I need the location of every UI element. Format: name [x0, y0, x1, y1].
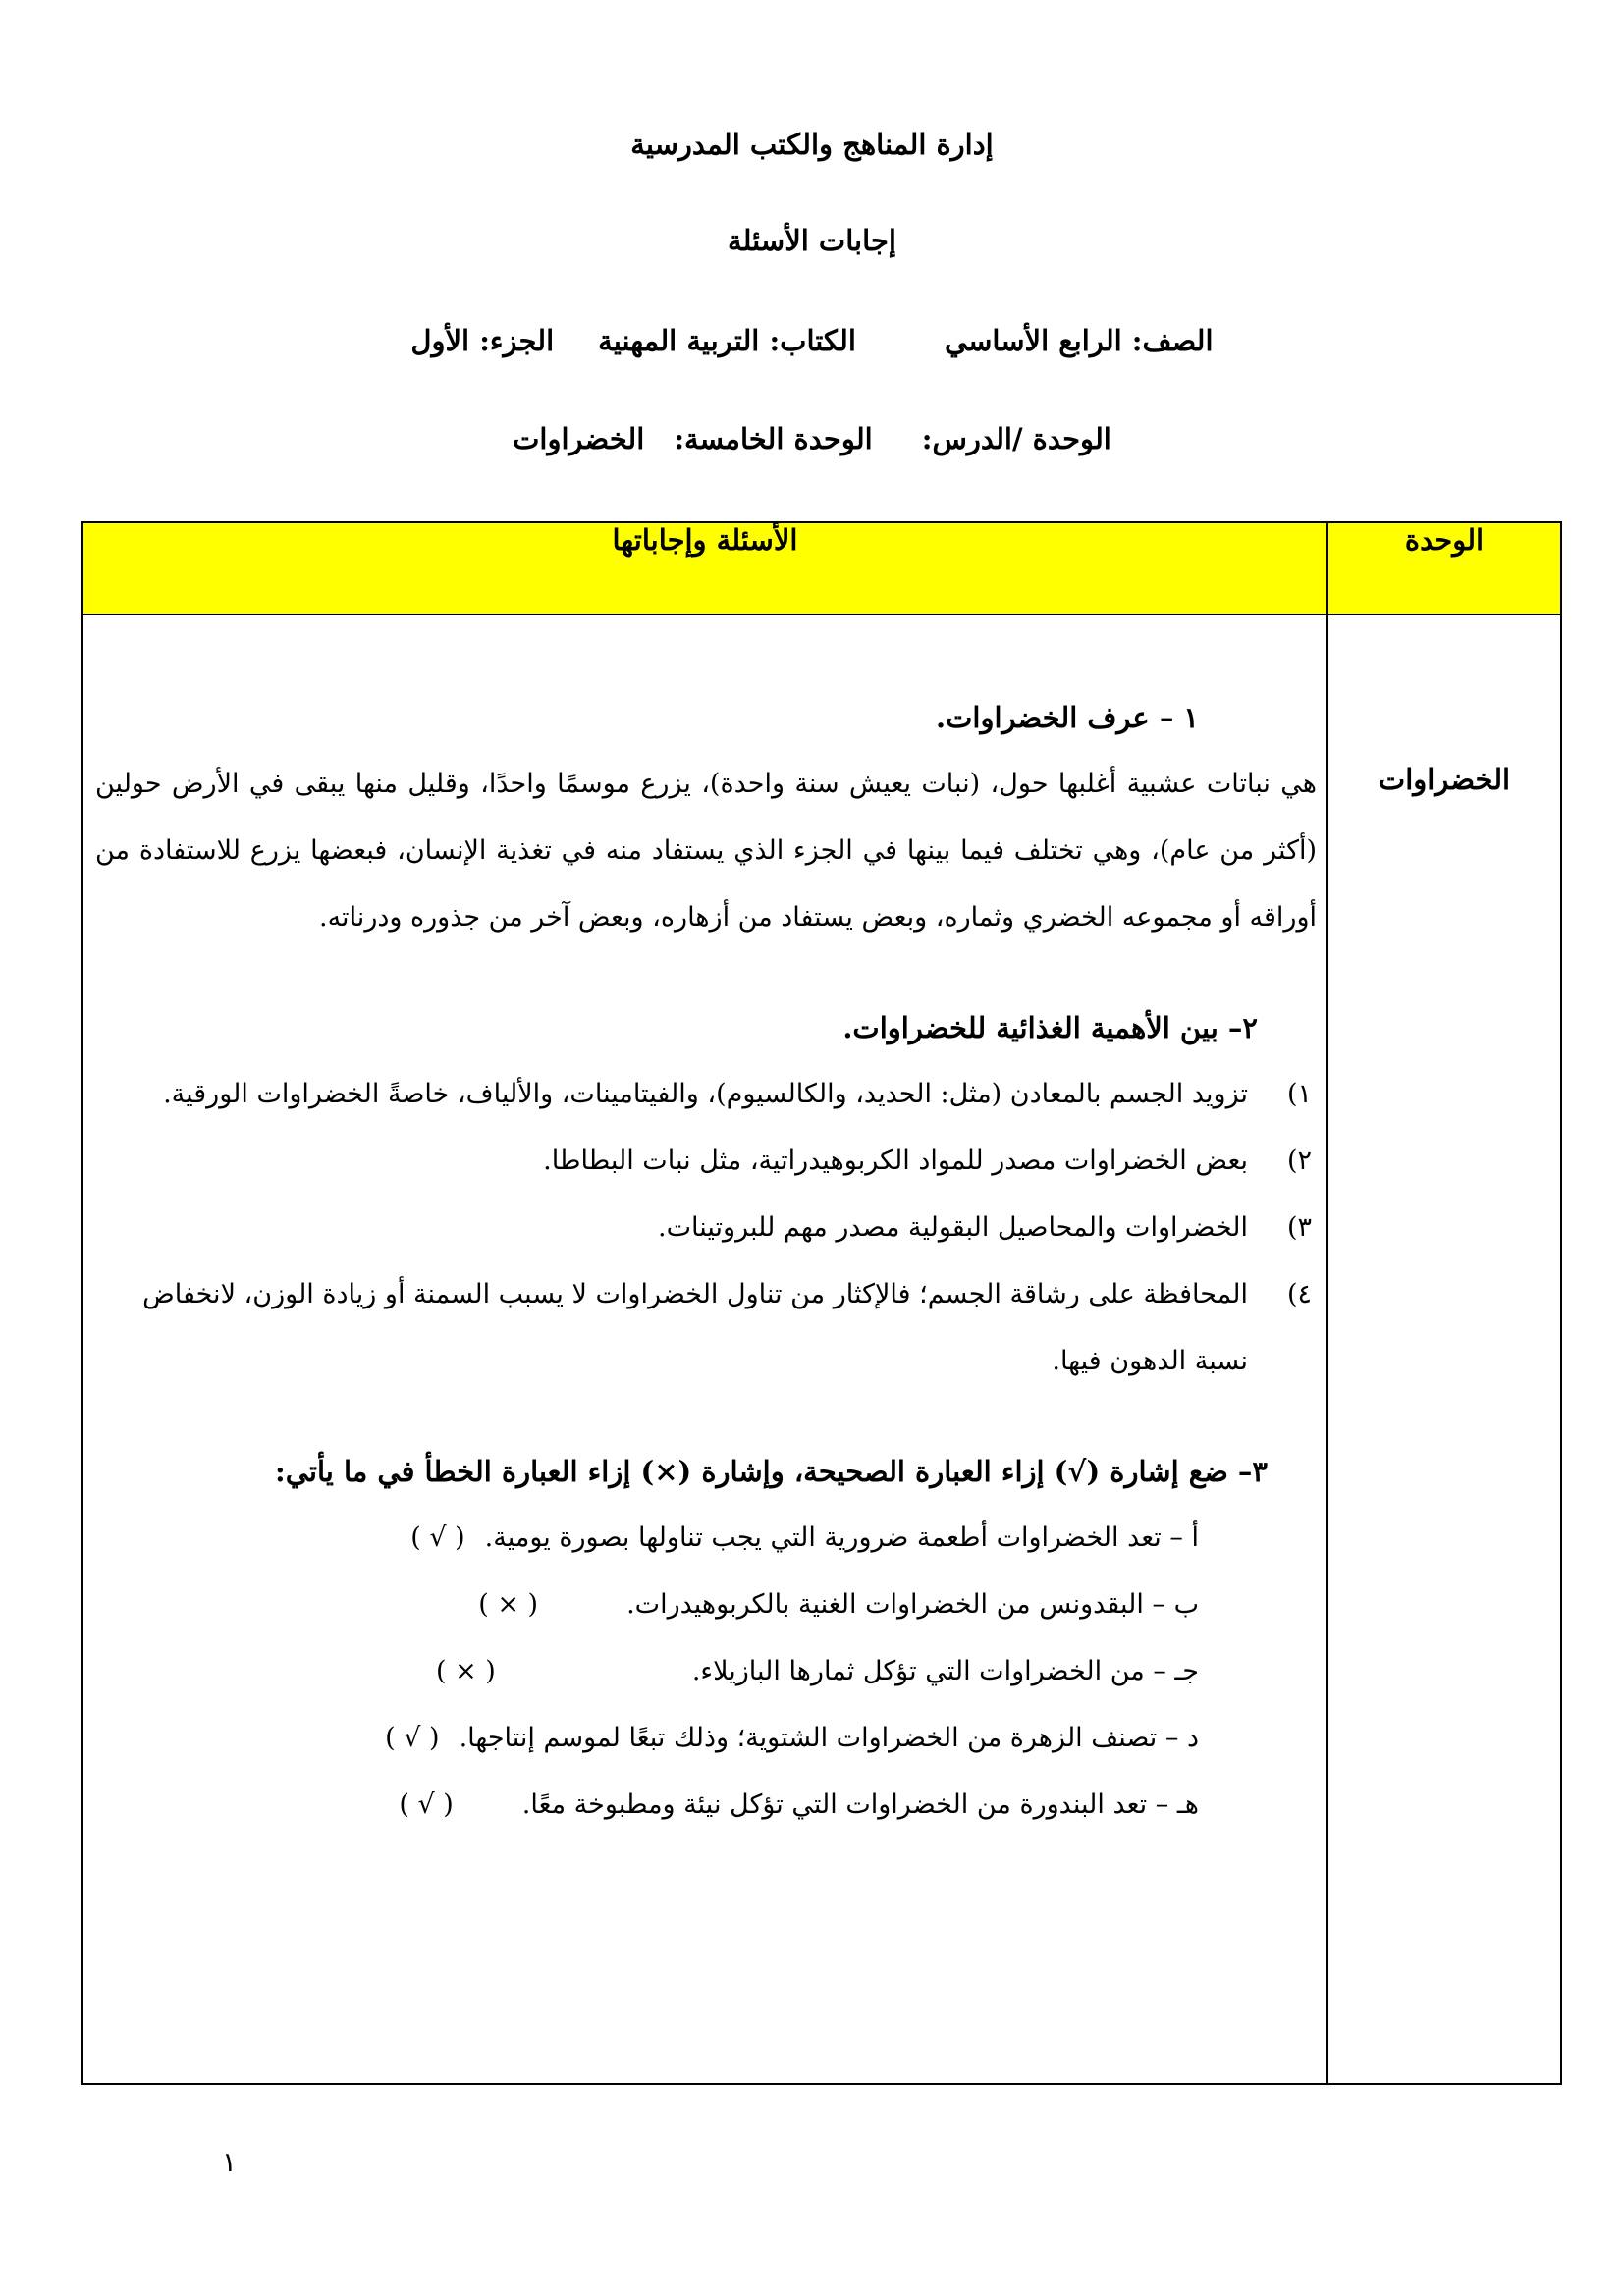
- unit-lesson-info: [0, 422, 1624, 455]
- document-title: إجابات الأسئلة: [728, 224, 896, 257]
- course-info: [0, 324, 1624, 357]
- qa-table: [81, 521, 1562, 2085]
- part-label: الجزء: الأول: [410, 324, 555, 357]
- qa-cell: [82, 614, 1327, 2084]
- question-3-title: ٣– ضع إشارة (√) إزاء العبارة الصحيحة، وإشارة (×) إزاء العبارة الخطأ في ما يأتي:: [275, 1455, 1268, 1488]
- answer-mark: ( × ): [435, 1656, 496, 1686]
- table-header-row: [82, 522, 1561, 614]
- unit-cell: الخضراوات: [1327, 614, 1561, 2084]
- question-1-answer: هي نباتات عشبية أغلبها حول، (نبات يعيش سنة واحدة)، يزرع موسمًا واحدًا، وقليل منها يبقى في الأرض حولين (أكثر من عام)، وهي تختلف فيما بينها في الجزء الذي يستفاد منه في تغذية الإنسان، فبعضها يزرع للاستفادة من أوراقه أو مجموعه الخضري وثماره، وبعض يستفاد من أزهاره، وبعض آخر من جذوره ودرناته.: [95, 769, 1317, 933]
- list-item: ١) تزويد الجسم بالمعادن (مثل: الحديد، والكالسيوم)، والفيتامينات، والألياف، خاصةً الخضراوات الورقية.: [163, 1079, 1312, 1109]
- book-label: الكتاب: التربية المهنية: [598, 324, 856, 357]
- department-title: إدارة المناهج والكتب المدرسية: [630, 128, 994, 161]
- answer-mark: ( √ ): [385, 1723, 440, 1753]
- answer-mark: ( √ ): [399, 1789, 454, 1820]
- list-item: ٣) الخضراوات والمحاصيل البقولية مصدر مهم للبروتينات.: [658, 1212, 1312, 1243]
- list-item: د – تصنف الزهرة من الخضراوات الشتوية؛ وذلك تبعًا لموسم إنتاجها.( √ ): [385, 1723, 1199, 1753]
- question-2-list: [95, 1061, 1317, 1395]
- answer-mark: ( × ): [478, 1589, 539, 1620]
- list-item: جـ – من الخضراوات التي تؤكل ثمارها البازيلاء.( × ): [435, 1656, 1199, 1686]
- list-item: ٢) بعض الخضراوات مصدر للمواد الكربوهيدراتية، مثل نبات البطاطا.: [543, 1146, 1312, 1176]
- qa-column-header: الأسئلة وإجاباتها: [82, 522, 1327, 614]
- answer-mark: ( √ ): [410, 1522, 465, 1553]
- list-item: ب – البقدونس من الخضراوات الغنية بالكربوهيدرات.( × ): [478, 1589, 1199, 1620]
- list-item: أ – تعد الخضراوات أطعمة ضرورية التي يجب تناولها بصورة يومية.( √ ): [410, 1522, 1199, 1553]
- grade-label: الصف: الرابع الأساسي: [944, 324, 1214, 357]
- unit-name: الوحدة الخامسة:: [674, 422, 873, 455]
- question-2-title: ٢– بين الأهمية الغذائية للخضراوات.: [842, 1011, 1258, 1044]
- question-1-title: ١ – عرف الخضراوات.: [935, 701, 1199, 734]
- unit-lesson-label: الوحدة /الدرس:: [921, 422, 1111, 455]
- table-row: [82, 614, 1561, 2084]
- question-3-list: [95, 1505, 1317, 1839]
- page-number: ١: [222, 2146, 238, 2178]
- unit-column-header: الوحدة: [1327, 522, 1561, 614]
- lesson-name: الخضراوات: [513, 422, 645, 455]
- list-item: هـ – تعد البندورة من الخضراوات التي تؤكل نيئة ومطبوخة معًا.( √ ): [399, 1789, 1199, 1820]
- list-item: ٤) المحافظة على رشاقة الجسم؛ فالإكثار من تناول الخضراوات لا يسبب السمنة أو زيادة الوزن، لانخفاض نسبة الدهون فيها.: [142, 1279, 1312, 1376]
